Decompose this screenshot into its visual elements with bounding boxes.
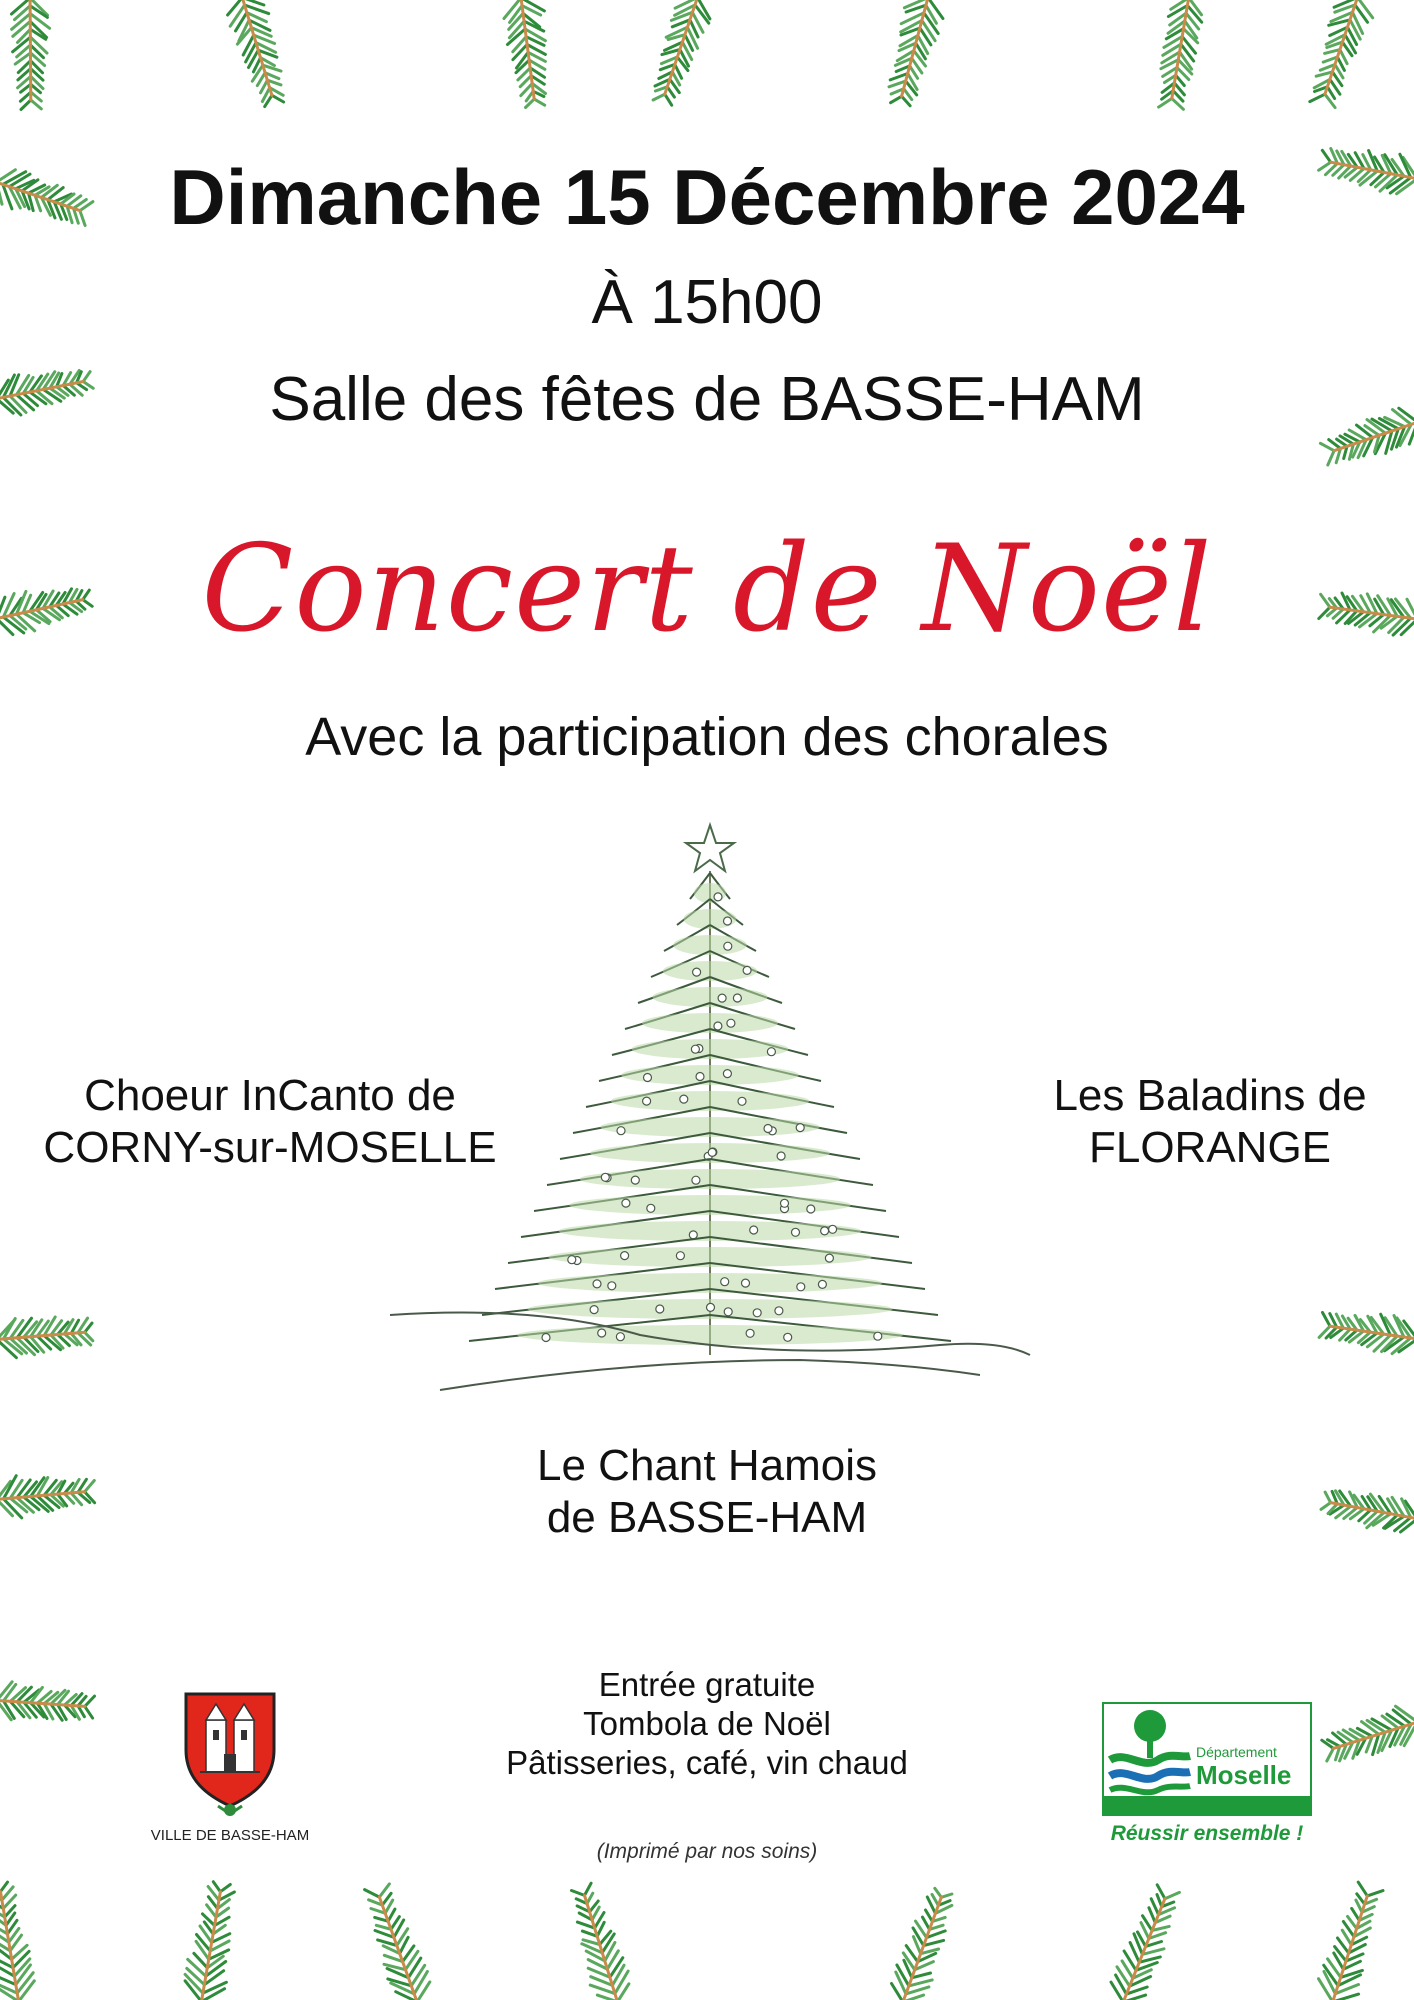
moselle-logo-icon [1106, 1706, 1194, 1798]
moselle-logo-box [1102, 1702, 1312, 1816]
choir-incanto-line2: CORNY-sur-MOSELLE [43, 1123, 497, 1172]
town-logo [140, 1688, 320, 1845]
choir-incanto-line1: Choeur InCanto de [84, 1071, 456, 1120]
event-info [430, 1665, 984, 1782]
moselle-logo [1102, 1702, 1314, 1846]
choir-incanto [0, 1070, 540, 1174]
choir-chant-hamois-line1: Le Chant Hamois [537, 1441, 877, 1490]
choir-chant-hamois [457, 1440, 957, 1544]
town-label: VILLE DE BASSE-HAM [150, 1827, 310, 1844]
choir-baladins-line1: Les Baladins de [1053, 1071, 1367, 1120]
info-refreshments: Pâtisseries, café, vin chaud [506, 1744, 908, 1781]
event-venue: Salle des fêtes de BASSE-HAM [269, 365, 1145, 434]
event-date: Dimanche 15 Décembre 2024 [169, 153, 1245, 241]
moselle-name: Moselle [1196, 1760, 1292, 1790]
event-subtitle: Avec la participation des chorales [305, 707, 1109, 767]
concert-title: Concert de Noël [201, 520, 1213, 659]
choir-chant-hamois-line2: de BASSE-HAM [546, 1493, 868, 1542]
printed-note: (Imprimé par nos soins) [596, 1840, 818, 1863]
event-time: À 15h00 [591, 268, 823, 337]
town-crest-icon [180, 1688, 280, 1818]
choir-baladins [1010, 1070, 1410, 1174]
info-entry: Entrée gratuite [598, 1666, 816, 1703]
info-tombola: Tombola de Noël [583, 1705, 831, 1742]
moselle-department-label: Département [1196, 1744, 1277, 1760]
moselle-logo-bar [1104, 1796, 1310, 1814]
choir-baladins-line2: FLORANGE [1088, 1123, 1332, 1172]
moselle-tagline: Réussir ensemble ! [1110, 1822, 1304, 1845]
